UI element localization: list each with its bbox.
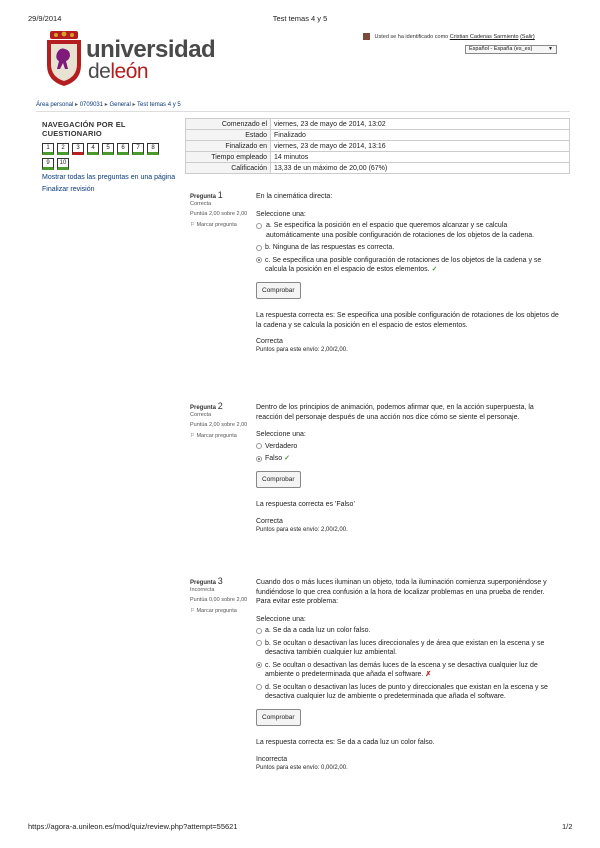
question-num: 3 — [217, 576, 223, 586]
language-selected: Español - España (es_es) — [469, 46, 533, 52]
radio-button-selected[interactable] — [256, 456, 262, 462]
summary-key: Calificación — [186, 163, 271, 174]
summary-row — [186, 119, 570, 130]
answer-text-wrap — [265, 454, 290, 464]
question-prompt: Seleccione una: — [256, 210, 306, 218]
nav-question-5[interactable]: 5 — [102, 143, 114, 155]
nav-question-6[interactable]: 6 — [117, 143, 129, 155]
question-state: Incorrecta — [190, 587, 215, 593]
radio-button-selected[interactable] — [256, 257, 262, 263]
summary-value: 13,33 de un máximo de 20,00 (67%) — [271, 163, 570, 174]
print-title: Test temas 4 y 5 — [272, 14, 328, 23]
result-state: Correcta — [256, 517, 283, 525]
question-state: Correcta — [190, 201, 212, 207]
breadcrumb-section[interactable]: General — [109, 102, 131, 108]
answer-option[interactable] — [256, 454, 561, 464]
summary-row — [186, 163, 570, 174]
summary-value: viernes, 23 de mayo de 2014, 13:02 — [271, 119, 570, 130]
attempt-summary-table — [185, 118, 570, 174]
summary-key: Comenzado el — [186, 119, 271, 130]
print-footer-page: 1/2 — [562, 822, 573, 831]
question-text: Dentro de los principios de animación, podemos afirmar que, en la acción superpuesta, la reacción del personaje después de una acción nos dice cómo se siente el personaje. — [256, 404, 534, 421]
summary-row — [186, 130, 570, 141]
quiz-navigation-title: NAVEGACIÓN POR EL CUESTIONARIO — [42, 120, 126, 138]
summary-key: Estado — [186, 130, 271, 141]
question-2-info — [190, 403, 250, 440]
question-3-content — [256, 578, 561, 772]
correct-check-icon: ✓ — [431, 266, 438, 273]
nav-question-8[interactable]: 8 — [147, 143, 159, 155]
question-1-content — [256, 192, 561, 354]
flag-icon: ⚐ — [190, 608, 195, 614]
answer-text: b. Ninguna de las respuestas es correcta. — [265, 244, 395, 251]
summary-value: viernes, 23 de mayo de 2014, 13:16 — [271, 141, 570, 152]
print-footer-url: https://agora-a.unileon.es/mod/quiz/review.php?attempt=55621 — [28, 822, 238, 831]
summary-value: Finalizado — [271, 130, 570, 141]
nav-question-7[interactable]: 7 — [132, 143, 144, 155]
question-num: 2 — [217, 401, 223, 411]
radio-button[interactable] — [256, 443, 262, 449]
incorrect-cross-icon: ✗ — [425, 671, 432, 678]
nav-question-4[interactable]: 4 — [87, 143, 99, 155]
breadcrumb-separator: ▸ — [75, 102, 80, 108]
flag-icon: ⚐ — [190, 222, 195, 228]
correct-check-icon: ✓ — [284, 455, 290, 462]
flag-icon: ⚐ — [190, 433, 195, 439]
question-num: 1 — [217, 190, 223, 200]
summary-row — [186, 141, 570, 152]
question-1-info — [190, 192, 250, 229]
radio-button[interactable] — [256, 684, 262, 690]
coat-of-arms-icon — [44, 31, 84, 87]
answer-option[interactable] — [256, 442, 561, 452]
answer-option[interactable] — [256, 626, 561, 636]
question-text: En la cinemática directa: — [256, 193, 333, 200]
answer-option[interactable] — [256, 683, 561, 702]
radio-button[interactable] — [256, 245, 262, 251]
login-info — [363, 33, 535, 40]
language-select[interactable] — [465, 45, 557, 54]
answer-text-wrap — [265, 256, 561, 275]
question-prompt: Seleccione una: — [256, 431, 306, 438]
question-prompt: Seleccione una: — [256, 615, 306, 623]
dropdown-arrow-icon: ▼ — [548, 46, 553, 52]
summary-value: 14 minutos — [271, 152, 570, 163]
user-avatar-icon — [363, 33, 370, 40]
question-points: Puntúa 2,00 sobre 2,00 — [190, 422, 248, 428]
summary-key: Tiempo empleado — [186, 152, 271, 163]
correct-answer-feedback: La respuesta correcta es: Se da a cada luz un color falso. — [256, 739, 435, 746]
correct-answer-feedback: La respuesta correcta es: Se especifica una posible configuración de rotaciones de los objetos de la cadena y se calcula la posición en el espacio de estos elementos. — [256, 312, 559, 329]
points-submission: Puntos para este envío: 0,00/2,00. — [256, 764, 348, 771]
flag-label: Marcar pregunta — [196, 608, 237, 614]
answer-option[interactable] — [256, 256, 561, 275]
question-label: Pregunta — [190, 580, 217, 586]
breadcrumb-separator: ▸ — [132, 102, 138, 108]
radio-button[interactable] — [256, 628, 262, 634]
quiz-navigation-block — [36, 120, 176, 194]
logo-word-de: de — [88, 60, 111, 83]
breadcrumb-course[interactable]: 0709031 — [79, 102, 104, 108]
summary-row — [186, 152, 570, 163]
check-button[interactable]: Comprobar — [256, 471, 301, 489]
question-number — [190, 192, 250, 201]
answer-option[interactable] — [256, 639, 561, 658]
nav-question-2[interactable]: 2 — [57, 143, 69, 155]
answer-text: d. Se ocultan o desactivan las luces de punto y direccionales que existan en la escena y se desactiva cualquier luz de ambiente o predeterminada que añada el software. — [265, 683, 548, 700]
answer-text: Verdadero — [265, 442, 298, 450]
answer-text: a. Se especifica la posición en el espacio que queremos alcanzar y se calcula automáticamente una posible configuración de rotaciones de los objetos de la cadena. — [266, 222, 535, 239]
radio-button-selected[interactable] — [256, 662, 262, 668]
breadcrumb-quiz[interactable]: Test temas 4 y 5 — [137, 102, 181, 108]
print-date: 29/9/2014 — [28, 14, 62, 23]
answer-option[interactable] — [256, 661, 561, 680]
flag-question-button[interactable] — [190, 608, 250, 615]
check-button[interactable]: Comprobar — [256, 282, 301, 300]
check-button[interactable]: Comprobar — [256, 709, 301, 727]
answer-text: a. Se da a cada luz un color falso. — [265, 627, 371, 634]
answer-text: c. Se ocultan o desactivan las demás luces de la escena y se desactiva cualquier luz de ambiente o predeterminada que añada el software. — [265, 661, 538, 678]
question-state: Correcta — [190, 412, 212, 418]
question-3-info — [190, 578, 250, 615]
result-state: Correcta — [256, 338, 283, 345]
answer-text: Falso — [265, 455, 283, 462]
question-label: Pregunta — [190, 405, 217, 411]
answer-option[interactable] — [256, 243, 561, 253]
question-points: Puntúa 0,00 sobre 2,00 — [190, 597, 248, 603]
question-nav-grid — [42, 143, 167, 170]
answer-text: c. Se especifica una posible configuración de rotaciones de los objetos de la cadena y se calcula la posición en el espacio de estos elementos. — [265, 256, 542, 273]
nav-question-1[interactable]: 1 — [42, 143, 54, 155]
breadcrumb-home[interactable]: Área personal — [36, 102, 74, 108]
breadcrumb-separator: ▸ — [104, 102, 110, 108]
header-divider — [36, 111, 570, 112]
question-number — [190, 578, 250, 587]
show-all-questions-link[interactable]: Mostrar todas las preguntas en una página — [42, 174, 176, 181]
question-2-content — [256, 403, 561, 534]
radio-button[interactable] — [256, 223, 262, 229]
question-number — [190, 403, 250, 412]
answer-option[interactable] — [256, 221, 561, 240]
question-points: Puntúa 2,00 sobre 2,00 — [190, 211, 248, 217]
user-profile-link[interactable]: Cristian Cadenas Sarmiento — [449, 33, 519, 40]
logo-word-deleon — [88, 60, 148, 84]
flag-label: Marcar pregunta — [196, 433, 237, 439]
answer-text-wrap — [265, 661, 561, 680]
finish-review-link[interactable]: Finalizar revisión — [42, 186, 95, 193]
radio-button[interactable] — [256, 640, 262, 646]
result-state: Incorrecta — [256, 755, 288, 763]
question-label: Pregunta — [190, 194, 217, 200]
nav-question-10[interactable]: 10 — [57, 158, 69, 170]
answer-text: b. Se ocultan o desactivan las luces direccionales y de área que existan en la escena y se desactiva también cualquier luz ambiental. — [265, 639, 545, 656]
points-submission: Puntos para este envío: 2,00/2,00. — [256, 347, 348, 353]
points-submission: Puntos para este envío: 2,00/2,00. — [256, 526, 348, 533]
nav-question-3[interactable]: 3 — [72, 143, 84, 155]
login-prefix: Usted se ha identificado como — [374, 33, 449, 40]
logo-word-universidad: universidad — [86, 36, 216, 63]
summary-key: Finalizado en — [186, 141, 271, 152]
flag-question-button[interactable] — [190, 222, 250, 229]
correct-answer-feedback: La respuesta correcta es 'Falso' — [256, 501, 355, 508]
flag-question-button[interactable] — [190, 433, 250, 440]
flag-label: Marcar pregunta — [196, 222, 237, 228]
breadcrumb — [36, 101, 181, 108]
logo-word-leon: león — [110, 60, 149, 83]
logout-link[interactable]: (Salir) — [520, 33, 535, 40]
nav-question-9[interactable]: 9 — [42, 158, 54, 170]
question-text: Cuando dos o más luces iluminan un objeto, toda la iluminación comienza superponiéndose y fundiéndose lo que crea confusión a la hora de localizar problemas en una prueba de render. Para evitar este problema: — [256, 579, 547, 605]
